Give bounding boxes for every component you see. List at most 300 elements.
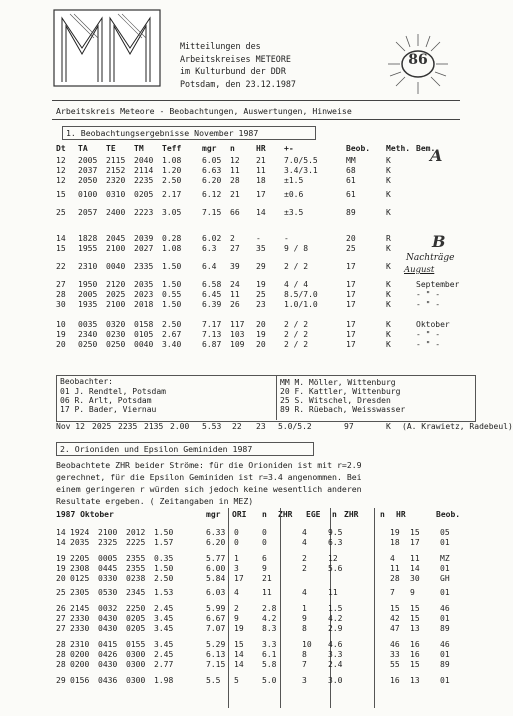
cell-teff: 1.08 xyxy=(162,244,182,253)
s2-col-ege: EGE xyxy=(306,510,321,519)
cell-oz: 2.8 xyxy=(262,604,277,613)
cell-beob: 01 xyxy=(440,676,450,685)
cell-tm: 0105 xyxy=(134,330,154,339)
cell-on: 0 xyxy=(234,528,239,537)
cell-on: 14 xyxy=(234,660,244,669)
cell-te: 2325 xyxy=(98,538,118,547)
observer-left: 06 R. Arlt, Potsdam xyxy=(60,396,152,405)
cell-oz: 0 xyxy=(262,528,267,537)
cell-bem: - " - xyxy=(416,330,441,339)
cell-hr: 23 xyxy=(256,300,266,309)
cell-ta: 2310 xyxy=(70,640,90,649)
cell-teff: 1.20 xyxy=(162,166,182,175)
cell-ta: 2057 xyxy=(78,208,98,217)
s2-col-mgr: mgr xyxy=(206,510,221,519)
cell-hr: 11 xyxy=(410,554,420,563)
cell-oz: 8.3 xyxy=(262,624,277,633)
observer-left: 17 P. Bader, Viernau xyxy=(60,405,157,414)
cell-ta: 0125 xyxy=(70,574,90,583)
s2-col-zhr2: ZHR xyxy=(344,510,359,519)
cell-ta: 1950 xyxy=(78,280,98,289)
cell-ta: 2205 xyxy=(70,554,90,563)
cell-teff: 2.67 xyxy=(162,330,182,339)
cell-ta: 0200 xyxy=(70,660,90,669)
cell-teff: 1.08 xyxy=(162,156,182,165)
nov-te: 2235 xyxy=(118,422,138,431)
cell-on: 1 xyxy=(234,554,239,563)
cell-teff: 3.05 xyxy=(162,208,182,217)
cell-meth: K xyxy=(386,166,391,175)
nov-hr: 23 xyxy=(256,422,266,431)
cell-bem: - " - xyxy=(416,340,441,349)
issue-number: 86 xyxy=(408,52,428,68)
cell-te: 2100 xyxy=(98,528,118,537)
nov-dt: Nov 12 xyxy=(56,422,85,431)
cell-ez: 6.3 xyxy=(328,538,343,547)
cell-pm: 4 / 4 xyxy=(284,280,309,289)
cell-ta: 0100 xyxy=(78,190,98,199)
cell-oz: 0 xyxy=(262,538,267,547)
cell-ta: 2340 xyxy=(78,330,98,339)
cell-dt: 29 xyxy=(56,676,66,685)
cell-ta: 0250 xyxy=(78,340,98,349)
cell-teff: 1.50 xyxy=(154,564,174,573)
cell-hr: 13 xyxy=(410,624,420,633)
cell-teff: 2.50 xyxy=(162,320,182,329)
cell-en: 4 xyxy=(302,538,307,547)
cell-on: 9 xyxy=(234,614,239,623)
cell-dt: 10 xyxy=(56,320,66,329)
cell-tm: 2012 xyxy=(126,528,146,537)
cell-hn: 15 xyxy=(390,604,400,613)
cell-hr: 15 xyxy=(410,614,420,623)
cell-beob: 20 xyxy=(346,234,356,243)
divider-top xyxy=(52,100,460,101)
observer-right: 20 F. Kattler, Wittenburg xyxy=(280,387,401,396)
cell-te: 0530 xyxy=(98,588,118,597)
cell-oz: 11 xyxy=(262,588,272,597)
cell-te: 0250 xyxy=(106,340,126,349)
cell-pm: ±1.5 xyxy=(284,176,304,185)
cell-ta: 0035 xyxy=(78,320,98,329)
section2-title: 2. Orioniden und Epsilon Geminiden 1987 xyxy=(60,444,253,454)
cell-mg: 6.67 xyxy=(206,614,226,623)
cell-ta: 2145 xyxy=(70,604,90,613)
cell-pm: ±0.6 xyxy=(284,190,304,199)
header-block xyxy=(180,40,296,90)
cell-en: 4 xyxy=(302,528,307,537)
cell-ez: 4.6 xyxy=(328,640,343,649)
cell-te: 0310 xyxy=(106,190,126,199)
cell-pm: 2 / 2 xyxy=(284,320,309,329)
cell-dt: 30 xyxy=(56,300,66,309)
cell-beob: 01 xyxy=(440,588,450,597)
cell-beob: MZ xyxy=(440,554,450,563)
cell-dt: 12 xyxy=(56,156,66,165)
cell-mg: 5.99 xyxy=(206,604,226,613)
cell-beob: 17 xyxy=(346,300,356,309)
cell-dt: 20 xyxy=(56,574,66,583)
cell-te: 2045 xyxy=(106,234,126,243)
cell-hr: 19 xyxy=(256,280,266,289)
cell-dt: 14 xyxy=(56,538,66,547)
section1-title: 1. Beobachtungsergebnisse November 1987 xyxy=(66,128,259,138)
cell-ta: 2310 xyxy=(78,262,98,271)
cell-bem: September xyxy=(416,280,460,289)
cell-mg: 6.58 xyxy=(202,280,222,289)
section1-header-row xyxy=(56,144,436,154)
cell-mg: 6.45 xyxy=(202,290,222,299)
cell-ta: 2035 xyxy=(70,538,90,547)
cell-hr: 14 xyxy=(410,564,420,573)
cell-teff: 1.57 xyxy=(154,538,174,547)
cell-tm: 2039 xyxy=(134,234,154,243)
cell-meth: K xyxy=(386,190,391,199)
cell-n: 2 xyxy=(230,234,235,243)
cell-en: 1 xyxy=(302,604,307,613)
cell-hr: 21 xyxy=(256,156,266,165)
cell-mg: 6.05 xyxy=(202,156,222,165)
cell-meth: K xyxy=(386,156,391,165)
cell-pm: 8.5/7.0 xyxy=(284,290,318,299)
s2-divider-2 xyxy=(280,508,281,708)
cell-tm: 2223 xyxy=(134,208,154,217)
cell-hr: 14 xyxy=(256,208,266,217)
cell-n: 39 xyxy=(230,262,240,271)
cell-beob: 17 xyxy=(346,262,356,271)
cell-tm: 2114 xyxy=(134,166,154,175)
cell-dt: 27 xyxy=(56,614,66,623)
cell-te: 2152 xyxy=(106,166,126,175)
cell-hn: 55 xyxy=(390,660,400,669)
cell-hn: 16 xyxy=(390,676,400,685)
cell-hr: 30 xyxy=(410,574,420,583)
cell-dt: 19 xyxy=(56,564,66,573)
col-pm: +- xyxy=(284,144,294,153)
s2-divider-1 xyxy=(228,508,229,708)
header-line-4: Potsdam, den 23.12.1987 xyxy=(180,78,296,89)
s2-col-zhr1: ZHR xyxy=(278,510,293,519)
cell-n: 103 xyxy=(230,330,245,339)
cell-hr: 16 xyxy=(410,650,420,659)
cell-hr: 17 xyxy=(256,190,266,199)
cell-pm: 2 / 2 xyxy=(284,330,309,339)
cell-hn: 4 xyxy=(390,554,395,563)
cell-te: 2100 xyxy=(106,244,126,253)
cell-en: 2 xyxy=(302,554,307,563)
cell-on: 2 xyxy=(234,604,239,613)
cell-pm: 3.4/3.1 xyxy=(284,166,318,175)
cell-ez: 2.9 xyxy=(328,624,343,633)
cell-hr: 19 xyxy=(256,330,266,339)
cell-dt: 28 xyxy=(56,650,66,659)
cell-hr: 35 xyxy=(256,244,266,253)
cell-tm: 0040 xyxy=(134,340,154,349)
section2-para-3: einem geringeren r würden sich jedoch keine wesentlich anderen xyxy=(56,484,362,494)
cell-teff: 1.98 xyxy=(154,676,174,685)
cell-bem: - " - xyxy=(416,300,441,309)
nov-n: 22 xyxy=(232,422,242,431)
cell-mg: 6.63 xyxy=(202,166,222,175)
cell-dt: 15 xyxy=(56,190,66,199)
cell-mg: 6.20 xyxy=(202,176,222,185)
cell-on: 5 xyxy=(234,676,239,685)
cell-oz: 9 xyxy=(262,564,267,573)
cell-mg: 7.15 xyxy=(202,208,222,217)
cell-te: 0430 xyxy=(98,624,118,633)
cell-en: 4 xyxy=(302,588,307,597)
cell-te: 0426 xyxy=(98,650,118,659)
cell-hr: 29 xyxy=(256,262,266,271)
cell-meth: K xyxy=(386,330,391,339)
cell-dt: 26 xyxy=(56,604,66,613)
s2-col-hr: HR xyxy=(396,510,406,519)
observer-left: 01 J. Rendtel, Potsdam xyxy=(60,387,166,396)
cell-beob: 17 xyxy=(346,280,356,289)
cell-tm: 0300 xyxy=(126,676,146,685)
cell-beob: 01 xyxy=(440,538,450,547)
cell-en: 7 xyxy=(302,660,307,669)
cell-beob: 89 xyxy=(440,624,450,633)
cell-teff: 1.50 xyxy=(162,262,182,271)
cell-dt: 19 xyxy=(56,554,66,563)
handwritten-august: August xyxy=(404,265,435,275)
cell-dt: 28 xyxy=(56,660,66,669)
cell-te: 0430 xyxy=(98,660,118,669)
s2-col-ori: ORI xyxy=(232,510,247,519)
cell-bem: Oktober xyxy=(416,320,450,329)
cell-beob: MM xyxy=(346,156,356,165)
col-dt: Dt xyxy=(56,144,66,153)
cell-te: 0040 xyxy=(106,262,126,271)
cell-tm: 0155 xyxy=(126,640,146,649)
col-n: n xyxy=(230,144,235,153)
cell-ez: 4.2 xyxy=(328,614,343,623)
s2-col-n2: n xyxy=(332,510,337,519)
cell-ta: 2330 xyxy=(70,624,90,633)
cell-hn: 7 xyxy=(390,588,395,597)
cell-ez: 1.5 xyxy=(328,604,343,613)
cell-tm: 2355 xyxy=(126,564,146,573)
cell-te: 2120 xyxy=(106,280,126,289)
cell-teff: 3.40 xyxy=(162,340,182,349)
cell-mg: 6.13 xyxy=(206,650,226,659)
cell-ta: 1828 xyxy=(78,234,98,243)
col-tm: TM xyxy=(134,144,144,153)
cell-dt: 27 xyxy=(56,624,66,633)
cell-ez: 5.6 xyxy=(328,564,343,573)
header-line-2: Arbeitskreises METEORE xyxy=(180,53,291,64)
cell-meth: K xyxy=(386,208,391,217)
nov-row xyxy=(56,422,513,432)
cell-te: 0330 xyxy=(98,574,118,583)
cell-en: 2 xyxy=(302,564,307,573)
cell-beob: 17 xyxy=(346,290,356,299)
cell-mg: 5.29 xyxy=(206,640,226,649)
nov-meth: K xyxy=(386,422,391,431)
observer-right: 25 S. Witschel, Dresden xyxy=(280,396,391,405)
cell-ta: 0156 xyxy=(70,676,90,685)
cell-pm: 9 / 8 xyxy=(284,244,309,253)
observer-right: MM M. Möller, Wittenburg xyxy=(280,378,396,387)
cell-en: 9 xyxy=(302,614,307,623)
cell-on: 19 xyxy=(234,624,244,633)
cell-oz: 21 xyxy=(262,574,272,583)
section2-para-4: Resultate ergeben. ( Zeitangaben in MEZ) xyxy=(56,496,254,506)
cell-hr: 15 xyxy=(410,604,420,613)
cell-hn: 33 xyxy=(390,650,400,659)
handwritten-nachtraege: Nachträge xyxy=(406,253,455,263)
cell-dt: 27 xyxy=(56,280,66,289)
cell-oz: 6 xyxy=(262,554,267,563)
cell-beob: 01 xyxy=(440,564,450,573)
cell-te: 0445 xyxy=(98,564,118,573)
cell-te: 0005 xyxy=(98,554,118,563)
cell-on: 3 xyxy=(234,564,239,573)
cell-te: 2320 xyxy=(106,176,126,185)
cell-mg: 6.00 xyxy=(206,564,226,573)
cell-beob: 61 xyxy=(346,190,356,199)
cell-te: 0436 xyxy=(98,676,118,685)
cell-te: 2025 xyxy=(106,290,126,299)
cell-teff: 0.55 xyxy=(162,290,182,299)
cell-hn: 19 xyxy=(390,528,400,537)
cell-mg: 5.77 xyxy=(206,554,226,563)
cell-tm: 2235 xyxy=(134,176,154,185)
cell-pm: ±3.5 xyxy=(284,208,304,217)
cell-tm: 0205 xyxy=(126,614,146,623)
cell-te: 2100 xyxy=(106,300,126,309)
cell-tm: 2355 xyxy=(126,554,146,563)
cell-ez: 11 xyxy=(328,588,338,597)
cell-meth: K xyxy=(386,320,391,329)
nov-bem: (A. Krawietz, Radebeul) xyxy=(402,422,513,431)
cell-oz: 5.8 xyxy=(262,660,277,669)
col-bem: Bem. xyxy=(416,144,436,153)
cell-tm: 0158 xyxy=(134,320,154,329)
nov-pm: 5.0/5.2 xyxy=(278,422,312,431)
cell-teff: 3.45 xyxy=(154,624,174,633)
cell-oz: 5.0 xyxy=(262,676,277,685)
cell-mg: 6.20 xyxy=(206,538,226,547)
handwritten-a-mark: A xyxy=(430,146,443,165)
cell-ta: 1935 xyxy=(78,300,98,309)
cell-teff: 2.45 xyxy=(154,650,174,659)
cell-ta: 2305 xyxy=(70,588,90,597)
cell-mg: 6.12 xyxy=(202,190,222,199)
cell-on: 15 xyxy=(234,640,244,649)
cell-hn: 28 xyxy=(390,574,400,583)
cell-teff: 1.50 xyxy=(154,528,174,537)
cell-n: 27 xyxy=(230,244,240,253)
cell-meth: K xyxy=(386,262,391,271)
cell-beob: 17 xyxy=(346,320,356,329)
cell-ta: 2308 xyxy=(70,564,90,573)
cell-hr: 20 xyxy=(256,320,266,329)
cell-te: 0415 xyxy=(98,640,118,649)
cell-n: 12 xyxy=(230,156,240,165)
cell-on: 17 xyxy=(234,574,244,583)
cell-oz: 6.1 xyxy=(262,650,277,659)
header-line-1: Mitteilungen des xyxy=(180,41,261,51)
cell-beob: 46 xyxy=(440,640,450,649)
cell-meth: K xyxy=(386,244,391,253)
cell-tm: 0205 xyxy=(134,190,154,199)
cell-n: 28 xyxy=(230,176,240,185)
cell-mg: 6.87 xyxy=(202,340,222,349)
cell-mg: 6.03 xyxy=(206,588,226,597)
cell-mg: 6.4 xyxy=(202,262,217,271)
cell-n: 26 xyxy=(230,300,240,309)
cell-pm: 2 / 2 xyxy=(284,340,309,349)
cell-meth: K xyxy=(386,340,391,349)
cell-tm: 2018 xyxy=(134,300,154,309)
cell-teff: 1.50 xyxy=(162,280,182,289)
cell-hr: 15 xyxy=(410,660,420,669)
cell-meth: R xyxy=(386,234,391,243)
cell-teff: 1.50 xyxy=(162,300,182,309)
cell-meth: K xyxy=(386,280,391,289)
cell-tm: 2335 xyxy=(134,262,154,271)
cell-n: 109 xyxy=(230,340,245,349)
cell-ez: 12 xyxy=(328,554,338,563)
cell-mg: 5.5 xyxy=(206,676,221,685)
cell-ta: 1924 xyxy=(70,528,90,537)
section2-header-row xyxy=(56,510,461,520)
divider-title xyxy=(52,119,460,120)
cell-n: 24 xyxy=(230,280,240,289)
cell-bem: - " - xyxy=(416,290,441,299)
cell-mg: 7.13 xyxy=(202,330,222,339)
cell-meth: K xyxy=(386,300,391,309)
cell-oz: 3.3 xyxy=(262,640,277,649)
cell-mg: 5.84 xyxy=(206,574,226,583)
title-line: Arbeitskreis Meteore - Beobachtungen, Auswertungen, Hinweise xyxy=(56,106,352,116)
cell-pm: - xyxy=(284,234,289,243)
cell-hn: 11 xyxy=(390,564,400,573)
cell-ta: 2005 xyxy=(78,290,98,299)
cell-teff: 3.45 xyxy=(154,614,174,623)
cell-beob: 01 xyxy=(440,650,450,659)
cell-teff: 2.50 xyxy=(154,574,174,583)
cell-hr: 17 xyxy=(410,538,420,547)
cell-hr: 16 xyxy=(410,640,420,649)
cell-beob: 05 xyxy=(440,528,450,537)
nov-teff: 2.00 xyxy=(170,422,190,431)
cell-ta: 1955 xyxy=(78,244,98,253)
handwritten-b-mark: B xyxy=(432,232,446,251)
cell-on: 0 xyxy=(234,538,239,547)
cell-en: 8 xyxy=(302,650,307,659)
cell-tm: 2035 xyxy=(134,280,154,289)
cell-ez: 3.0 xyxy=(328,676,343,685)
cell-beob: 61 xyxy=(346,176,356,185)
s2-col-beob: Beob. xyxy=(436,510,461,519)
cell-mg: 7.17 xyxy=(202,320,222,329)
cell-beob: GH xyxy=(440,574,450,583)
cell-en: 8 xyxy=(302,624,307,633)
cell-pm: 1.0/1.0 xyxy=(284,300,318,309)
cell-mg: 6.3 xyxy=(202,244,217,253)
section2-para-2: gerechnet, für die Epsilon Geminiden ist r=3.4 angenommen. Bei xyxy=(56,472,362,482)
cell-en: 10 xyxy=(302,640,312,649)
cell-ez: 9.5 xyxy=(328,528,343,537)
cell-dt: 15 xyxy=(56,244,66,253)
cell-te: 0430 xyxy=(98,614,118,623)
cell-dt: 22 xyxy=(56,262,66,271)
col-meth: Meth. xyxy=(386,144,411,153)
cell-hr: - xyxy=(256,234,261,243)
